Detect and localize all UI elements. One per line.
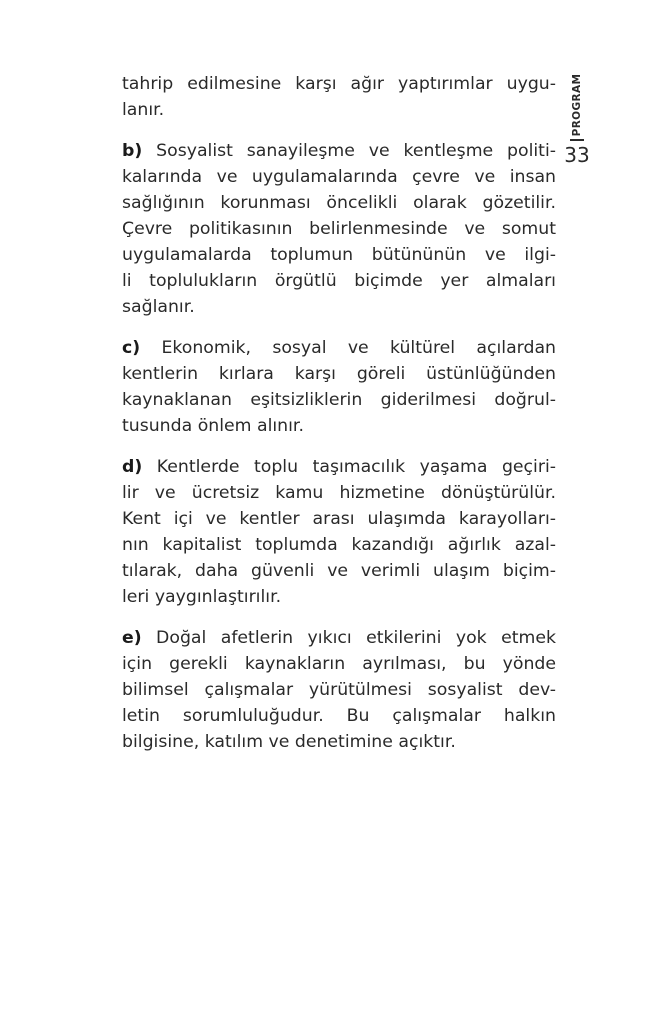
paragraph <box>122 335 556 439</box>
section-divider <box>570 139 584 141</box>
text-line <box>122 584 556 610</box>
line-text: Çevre politikasının belirlenmesinde ve somut <box>122 219 556 239</box>
text-line <box>122 268 556 294</box>
text-line <box>122 703 556 729</box>
line-text: için gerekli kaynakların ayrılması, bu yönde <box>122 654 556 674</box>
text-line <box>122 71 556 97</box>
line-text: tusunda önlem alınır. <box>122 416 304 436</box>
text-line <box>122 190 556 216</box>
line-text: Doğal afetlerin yıkıcı etkilerini yok etmek <box>141 628 556 648</box>
paragraph <box>122 625 556 755</box>
text-line <box>122 651 556 677</box>
text-line <box>122 164 556 190</box>
line-text: tılarak, daha güvenli ve verimli ulaşım biçim- <box>122 561 556 581</box>
line-text: Kent içi ve kentler arası ulaşımda karayolları- <box>122 509 556 529</box>
paragraph <box>122 71 556 123</box>
line-text: kalarında ve uygulamalarında çevre ve insan <box>122 167 556 187</box>
item-marker: b) <box>122 141 143 161</box>
line-text: li toplulukların örgütlü biçimde yer almaları <box>122 271 556 291</box>
text-line <box>122 625 556 651</box>
text-line <box>122 97 556 123</box>
section-label-text: PROGRAM <box>571 73 583 137</box>
text-line <box>122 387 556 413</box>
line-text: kaynaklanan eşitsizliklerin giderilmesi doğrul- <box>122 390 556 410</box>
line-text: sağlığının korunması öncelikli olarak gözetilir. <box>122 193 556 213</box>
line-text: lanır. <box>122 100 165 120</box>
item-marker: d) <box>122 457 143 477</box>
text-line <box>122 138 556 164</box>
text-line <box>122 532 556 558</box>
line-text: tahrip edilmesine karşı ağır yaptırımlar uygu- <box>122 74 556 94</box>
line-text: bilgisine, katılım ve denetimine açıktır. <box>122 732 456 752</box>
line-text: kentlerin kırlara karşı göreli üstünlüğünden <box>122 364 556 384</box>
text-line <box>122 677 556 703</box>
line-text: uygulamalarda toplumun bütününün ve ilgi- <box>122 245 556 265</box>
text-line <box>122 361 556 387</box>
line-text: lir ve ücretsiz kamu hizmetine dönüştürülür. <box>122 483 556 503</box>
text-line <box>122 506 556 532</box>
text-line <box>122 558 556 584</box>
text-line <box>122 294 556 320</box>
line-text: Kentlerde toplu taşımacılık yaşama geçiri- <box>142 457 556 477</box>
line-text: Ekonomik, sosyal ve kültürel açılardan <box>140 338 556 358</box>
text-line <box>122 413 556 439</box>
text-line <box>122 729 556 755</box>
text-line <box>122 335 556 361</box>
item-marker: e) <box>122 628 142 648</box>
section-label <box>568 74 586 136</box>
body-text <box>122 71 556 770</box>
paragraph <box>122 454 556 610</box>
text-line <box>122 480 556 506</box>
text-line <box>122 242 556 268</box>
text-line <box>122 216 556 242</box>
text-line <box>122 454 556 480</box>
line-text: sağlanır. <box>122 297 195 317</box>
line-text: letin sorumluluğudur. Bu çalışmalar halkın <box>122 706 556 726</box>
paragraph <box>122 138 556 320</box>
line-text: bilimsel çalışmalar yürütülmesi sosyalist dev- <box>122 680 556 700</box>
line-text: leri yaygınlaştırılır. <box>122 587 282 607</box>
line-text: nın kapitalist toplumda kazandığı ağırlık azal- <box>122 535 556 555</box>
item-marker: c) <box>122 338 141 358</box>
page-number: 33 <box>564 143 590 167</box>
line-text: Sosyalist sanayileşme ve kentleşme politi- <box>142 141 556 161</box>
